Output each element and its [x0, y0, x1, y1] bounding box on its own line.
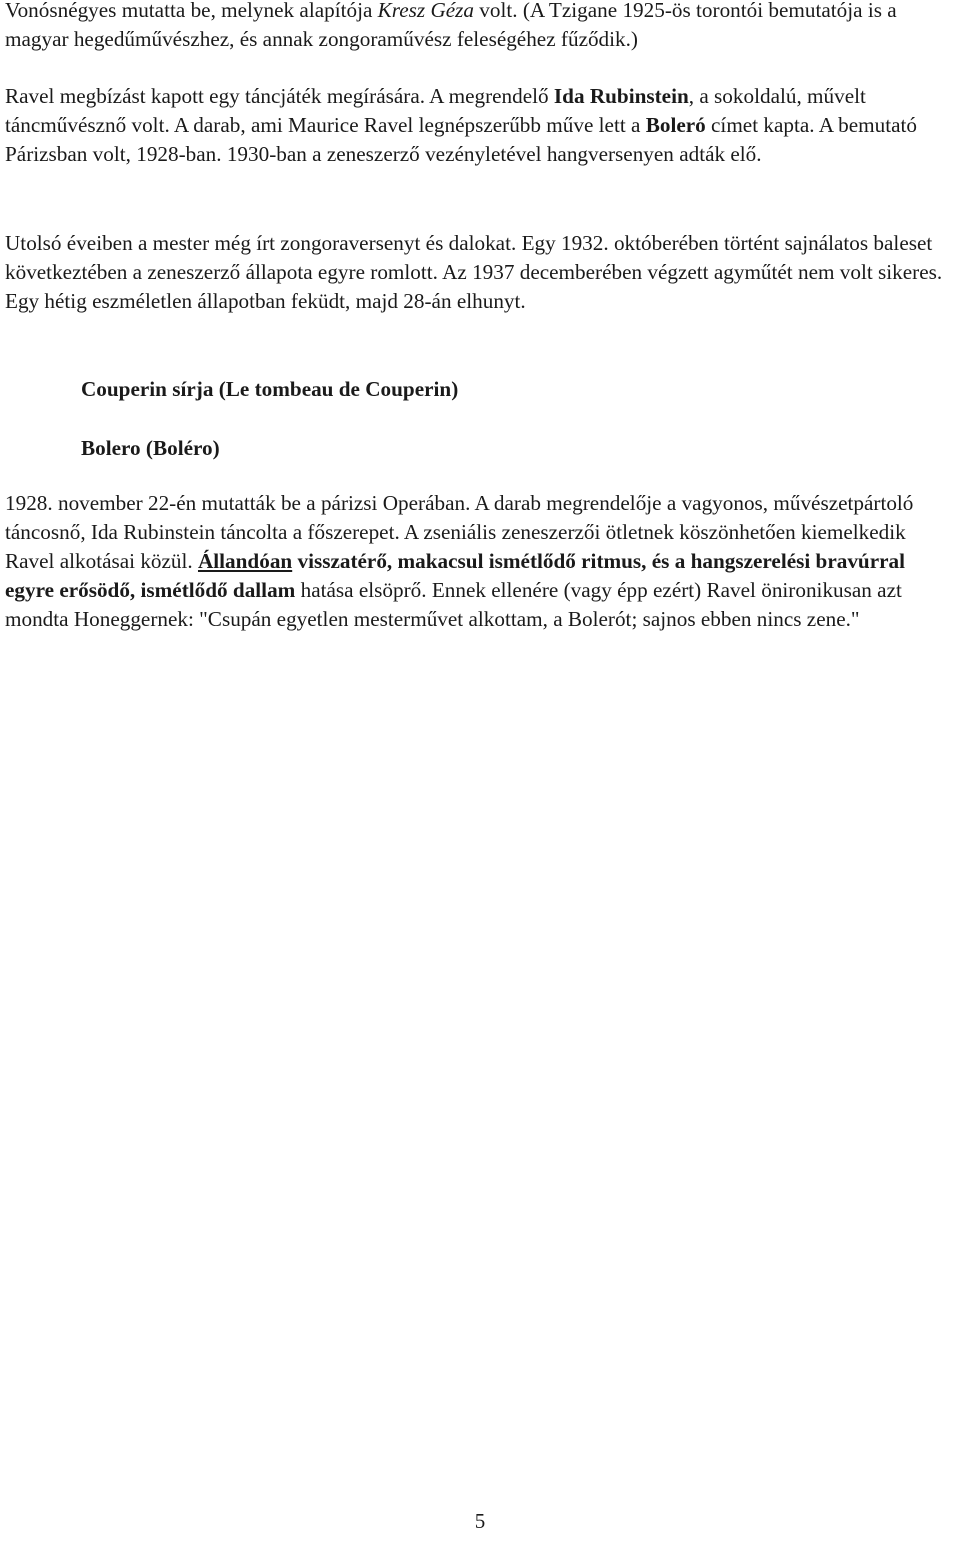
paragraph-last-years — [5, 229, 955, 316]
paragraph-bolero-premiere — [5, 489, 955, 634]
paragraph-text: címet kapta. A bemutató Párizsban volt, 1928-ban. 1930-ban a zeneszerző vezényletével hangversenyen adták elő. — [5, 113, 917, 166]
paragraph-text: 1928. november 22-én mutatták be a párizsi Operában. A darab megrendelője a vagyonos, művészetpártoló táncosnő, Ida Rubinstein táncolta a főszerepet. A zseniális zeneszerzői ötletnek köszönhetően kiemelkedik Ravel alkotásai közül. — [5, 491, 914, 573]
paragraph-text: Utolsó éveiben a mester még írt zongoraversenyt és dalokat. Egy 1932. októberében történt sajnálatos baleset következtében a zeneszerző állapota egyre romlott. Az 1937 decemberében végzett agyműtét nem volt sikeres. Egy hétig eszméletlen állapotban feküdt, majd 28-án elhunyt. — [5, 231, 943, 313]
bold-title-bolero: Boleró — [645, 113, 706, 137]
heading-couperin: Couperin sírja (Le tombeau de Couperin) — [81, 377, 459, 401]
page-number: 5 — [474, 1509, 486, 1533]
paragraph-text: hatása elsöprő. Ennek ellenére (vagy épp ezért) Ravel önironikusan azt mondta Honeggernek: "Csupán egyetlen mesterművet alkottam, a Bolerót; sajnos ebben nincs zene." — [5, 578, 902, 631]
italic-name-kresz-geza: Kresz Géza — [377, 0, 474, 22]
paragraph-text: Ravel megbízást kapott egy táncjáték megírására. A megrendelő — [5, 84, 554, 108]
bold-name-ida-rubinstein: Ida Rubinstein — [553, 84, 689, 108]
heading-bolero: Bolero (Boléro) — [81, 436, 220, 460]
paragraph-text: Vonósnégyes mutatta be, melynek alapítója — [5, 0, 378, 22]
paragraph-vonosnegyes — [5, 0, 955, 54]
paragraph-text: volt. (A Tzigane 1925-ös torontói bemutatója is a magyar hegedűművészhez, és annak zongoraművész feleségéhez fűződik.) — [5, 0, 897, 51]
underlined-word-allandoan: Állandóan — [197, 549, 293, 573]
bold-emphasis-text: visszatérő, makacsul ismétlődő ritmus, és a hangszerelési bravúrral egyre erősödő, ismétlődő dallam — [5, 549, 906, 602]
paragraph-bolero-commission — [5, 82, 955, 169]
paragraph-text: , a sokoldalú, művelt táncművésznő volt. A darab, ami Maurice Ravel legnépszerűbb műve lett a — [5, 84, 866, 137]
